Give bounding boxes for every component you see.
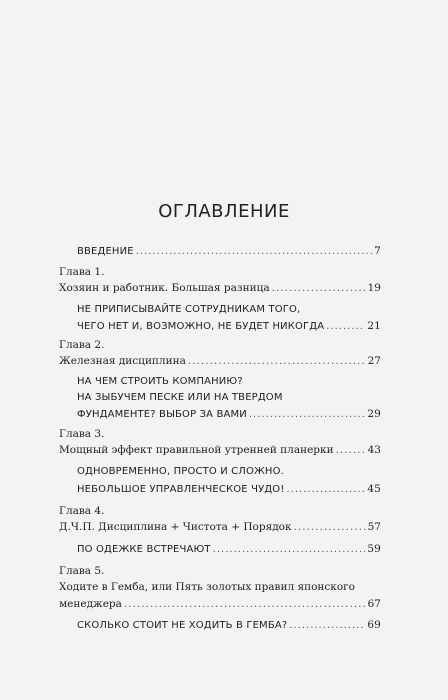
toc-entry-section [77, 481, 381, 497]
leader-dots [326, 319, 365, 334]
section-title-line: НА ЧЕМ СТРОИТЬ КОМПАНИЮ? [77, 376, 243, 387]
toc-page-number: 29 [367, 408, 381, 420]
leader-dots [336, 442, 366, 458]
chapter-title-line: менеджера [59, 598, 122, 610]
chapter-label: Глава 2. [59, 339, 105, 351]
toc-page-number: 45 [367, 483, 381, 495]
section-title-line: ЧЕГО НЕТ И, ВОЗМОЖНО, НЕ БУДЕТ НИКОГДА [77, 321, 325, 332]
toc-entry-section [77, 541, 381, 557]
toc-page-number: 59 [367, 543, 381, 555]
toc-page-number: 7 [374, 245, 381, 257]
toc-entry-chapter-3 [59, 442, 381, 458]
chapter-title: Мощный эффект правильной утренней планерки [59, 444, 334, 456]
section-title-line: НА ЗЫБУЧЕМ ПЕСКЕ ИЛИ НА ТВЕРДОМ [77, 392, 283, 403]
page-title: ОГЛАВЛЕНИЕ [158, 201, 290, 222]
toc-page-number: 69 [367, 619, 381, 631]
toc-entry-chapter-5 [59, 596, 381, 612]
leader-dots [289, 618, 365, 633]
toc-entry-section [77, 318, 381, 334]
toc-entry-intro [77, 243, 381, 259]
chapter-label: Глава 3. [59, 428, 105, 440]
leader-dots [272, 280, 366, 296]
chapter-title: Железная дисциплина [59, 355, 186, 367]
section-title-line: ФУНДАМЕНТЕ? ВЫБОР ЗА ВАМИ [77, 409, 247, 420]
section-title-line: ПО ОДЕЖКЕ ВСТРЕЧАЮТ [77, 544, 211, 555]
leader-dots [124, 596, 366, 612]
chapter-label: Глава 1. [59, 266, 105, 278]
toc-entry-section [77, 617, 381, 633]
toc-page-number: 67 [367, 598, 381, 610]
chapter-label: Глава 4. [59, 505, 105, 517]
toc-entry-section [77, 406, 381, 422]
chapter-title: Д.Ч.П. Дисциплина + Чистота + Порядок [59, 521, 292, 533]
leader-dots [294, 519, 366, 535]
toc-page-number: 57 [367, 521, 381, 533]
chapter-label: Глава 5. [59, 565, 105, 577]
toc-page-number: 43 [367, 444, 381, 456]
toc-entry-chapter-2 [59, 353, 381, 369]
toc-entry-chapter-4 [59, 519, 381, 535]
toc-page-number: 21 [367, 320, 381, 332]
toc-entry-chapter-1 [59, 280, 381, 296]
leader-dots [286, 482, 365, 497]
toc-page-number: 27 [367, 355, 381, 367]
section-title-line: СКОЛЬКО СТОИТ НЕ ХОДИТЬ В ГЕМБА? [77, 620, 288, 631]
section-title-line: ОДНОВРЕМЕННО, ПРОСТО И СЛОЖНО. [77, 466, 284, 477]
chapter-title: Хозяин и работник. Большая разница [59, 282, 270, 294]
leader-dots [136, 244, 372, 259]
section-title-line: НЕ ПРИПИСЫВАЙТЕ СОТРУДНИКАМ ТОГО, [77, 304, 301, 315]
leader-dots [188, 353, 366, 369]
chapter-title-line: Ходите в Гемба, или Пять золотых правил японского [59, 581, 355, 593]
toc-page-number: 19 [367, 282, 381, 294]
leader-dots [249, 407, 365, 422]
toc-entry-title: ВВЕДЕНИЕ [77, 246, 134, 257]
leader-dots [213, 542, 366, 557]
section-title-line: НЕБОЛЬШОЕ УПРАВЛЕНЧЕСКОЕ ЧУДО! [77, 484, 285, 495]
